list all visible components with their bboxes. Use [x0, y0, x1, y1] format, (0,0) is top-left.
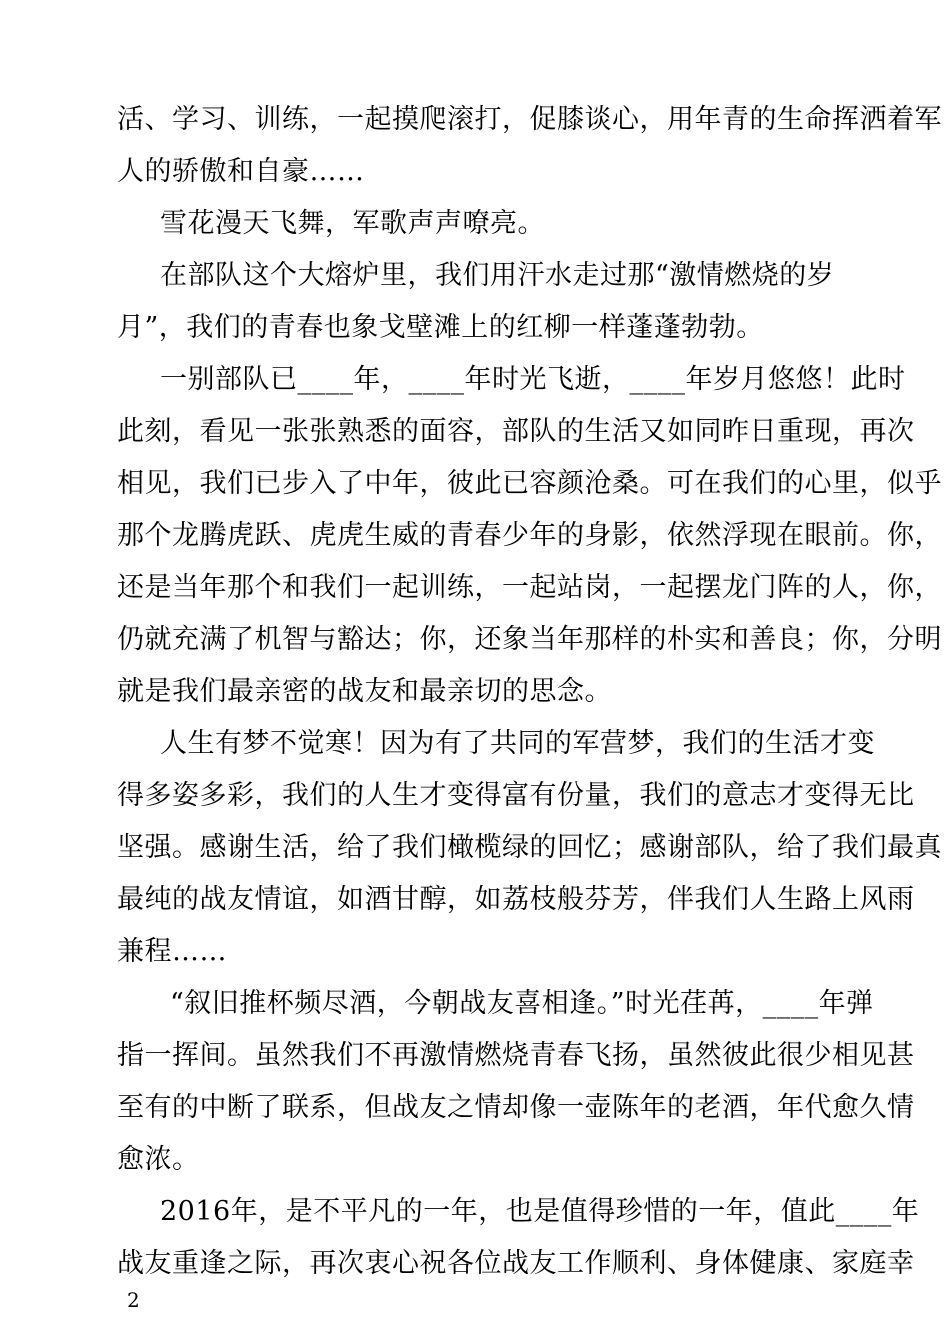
text-line: 在部队这个大熔炉里，我们用汗水走过那“激情燃烧的岁 [160, 260, 835, 291]
text-line: 那个龙腾虎跃、虎虎生威的青春少年的身影，依然浮现在眼前。你， [117, 520, 942, 551]
text-line: 人的骄傲和自豪…… [117, 156, 365, 187]
text-line: 得多姿多彩，我们的人生才变得富有份量，我们的意志才变得无比 [117, 780, 915, 811]
text-line: 至有的中断了联系，但战友之情却像一壶陈年的老酒，年代愈久情 [117, 1092, 915, 1123]
text-line: 此刻，看见一张张熟悉的面容，部队的生活又如同昨日重现，再次 [117, 416, 915, 447]
text-line: 指一挥间。虽然我们不再激情燃烧青春飞扬，虽然彼此很少相见甚 [117, 1040, 915, 1071]
text-line: 兼程…… [117, 936, 227, 967]
text-line: 雪花漫天飞舞，军歌声声嘹亮。 [160, 208, 545, 239]
text-line: 战友重逢之际，再次衷心祝各位战友工作顺利、身体健康、家庭幸 [117, 1248, 915, 1279]
text-line: 就是我们最亲密的战友和最亲切的思念。 [117, 676, 612, 707]
text-line: 还是当年那个和我们一起训练，一起站岗，一起摆龙门阵的人，你， [117, 572, 942, 603]
text-line: 最纯的战友情谊，如酒甘醇，如荔枝般芬芳，伴我们人生路上风雨 [117, 884, 915, 915]
text-line: 人生有梦不觉寒！因为有了共同的军营梦，我们的生活才变 [160, 728, 875, 759]
text-line: 月”，我们的青春也象戈壁滩上的红柳一样蓬蓬勃勃。 [117, 312, 764, 343]
text-line: 2016年，是不平凡的一年，也是值得珍惜的一年，值此____年 [160, 1196, 920, 1227]
text-line: 相见，我们已步入了中年，彼此已容颜沧桑。可在我们的心里，似乎 [117, 468, 942, 499]
text-line: 愈浓。 [117, 1144, 200, 1175]
page-number: 2 [127, 1288, 140, 1312]
text-line: 一别部队已____年，____年时光飞逝，____年岁月悠悠！此时 [160, 364, 906, 395]
text-line: 活、学习、训练，一起摸爬滚打，促膝谈心，用年青的生命挥洒着军 [117, 104, 942, 135]
text-line: 坚强。感谢生活，给了我们橄榄绿的回忆；感谢部队，给了我们最真 [117, 832, 942, 863]
text-line: 仍就充满了机智与豁达；你，还象当年那样的朴实和善良；你，分明 [117, 624, 942, 655]
text-line: “叙旧推杯频尽酒，今朝战友喜相逢。”时光荏苒，____年弹 [170, 988, 874, 1019]
